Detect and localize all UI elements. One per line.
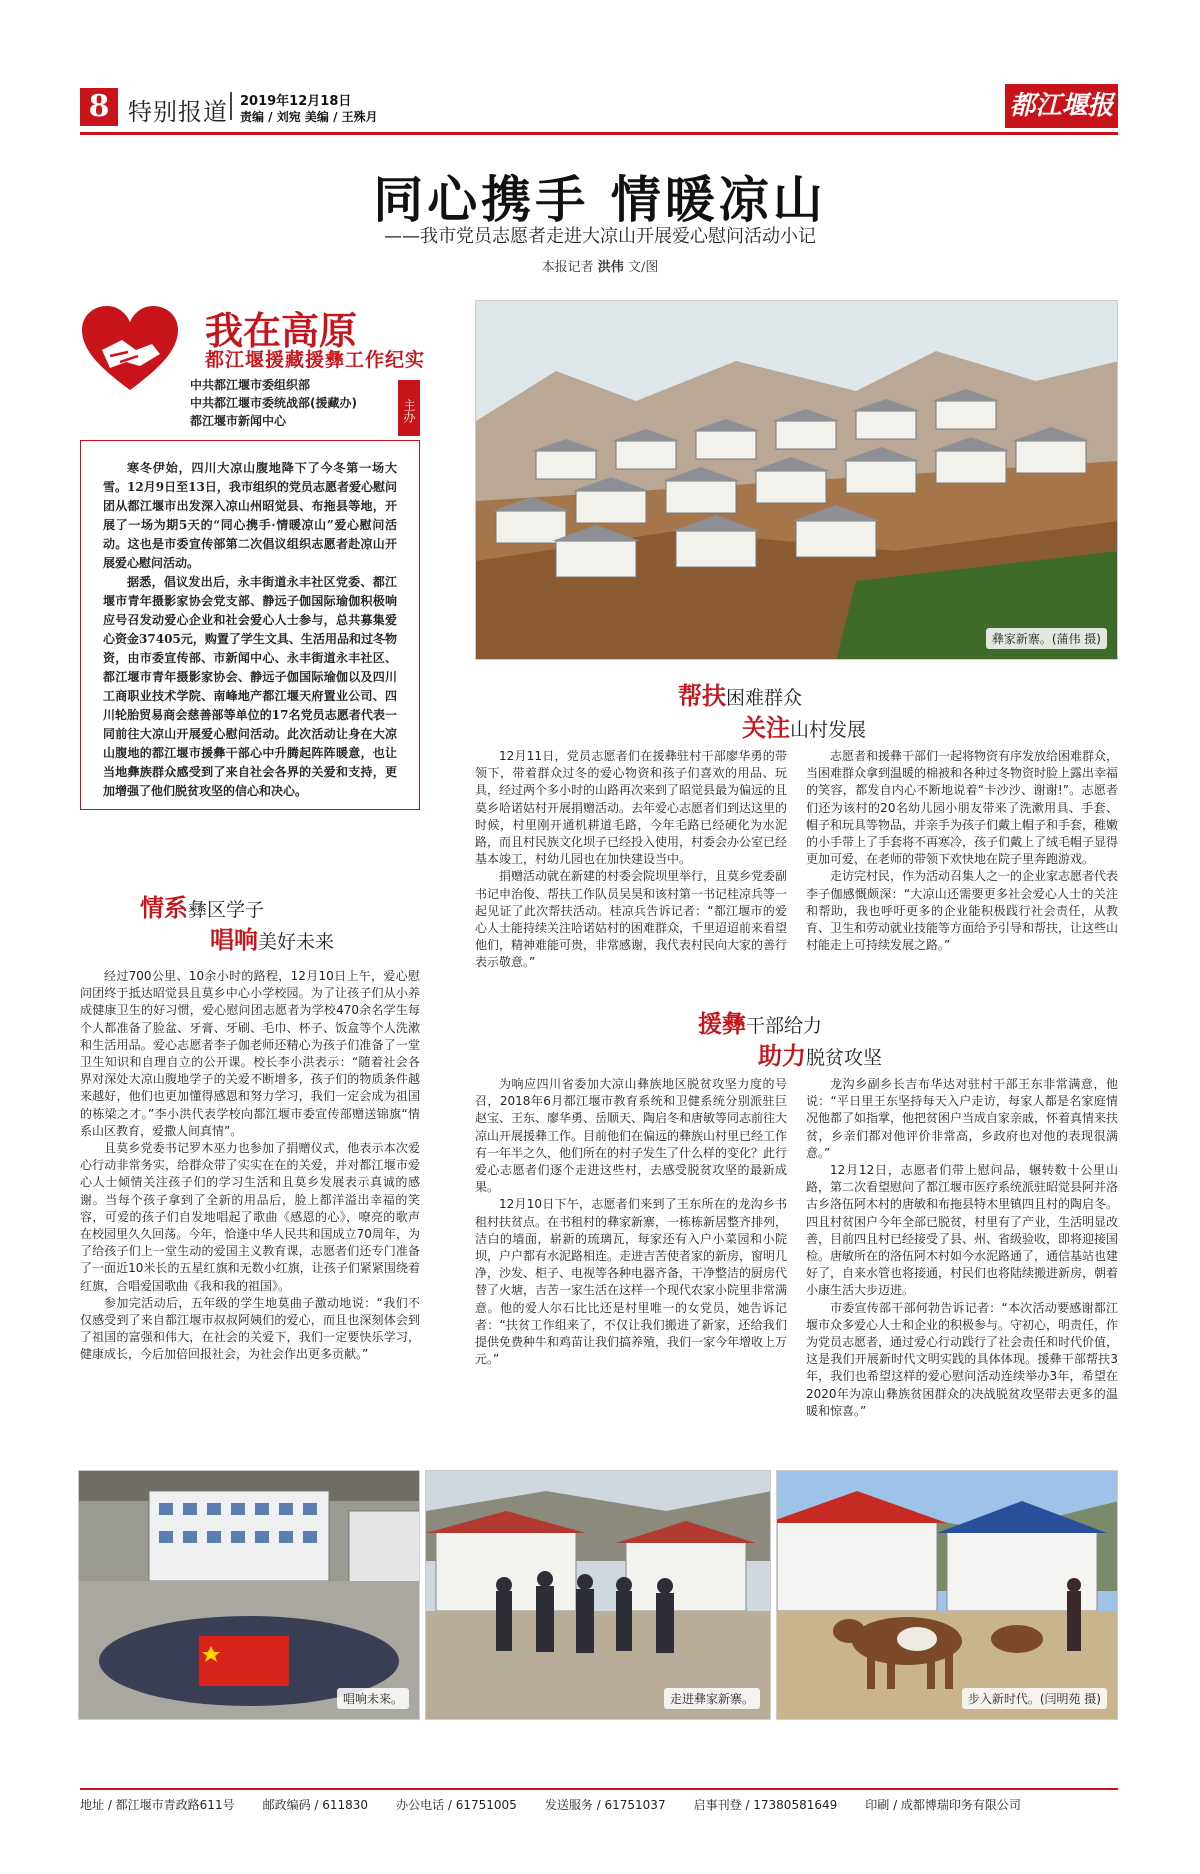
- masthead-logo: 都江堰报: [1005, 84, 1118, 128]
- photo-caption: 唱响未来。: [337, 1688, 409, 1709]
- article-subtitle: ——我市党员志愿者走进大凉山开展爱心慰问活动小记: [384, 226, 816, 247]
- section2-rest-2: 山村发展: [790, 719, 867, 741]
- section1-heading-line1: [140, 888, 264, 923]
- section2-body-col1: [475, 748, 787, 972]
- section1-highlight-1: 情系: [140, 894, 188, 922]
- section1-rest-1: 彝区学子: [188, 899, 265, 921]
- section3-paragraph: 12月10日下午，志愿者们来到了王东所在的龙沟乡书租村扶贫点。在书租村的彝家新寨，一栋栋新居整齐排列，洁白的墙面，崭新的琉璃瓦，每家还有入户小菜园和小院坝，户户都有水泥路相连。走进吉苦使者家的新房，窗明几净，沙发、柜子、电视等各种电器齐备，干净整洁的厨房代替了火塘，吉苦一家生活在这样一个现代农家小院里非常满意。他的爱人尔石比比还是村里唯一的女党员，她告诉记者：“扶贫工作组来了，不仅让我们搬进了新家，还给我们提供免费种牛和鸡苗让我们搞养殖，我们一家今年增收上万元。”: [475, 1197, 788, 1367]
- section3-heading-line2: [758, 1036, 882, 1071]
- host-line: 中共都江堰市委组织部: [190, 378, 311, 392]
- footer-address: 地址 / 都江堰市青政路611号: [80, 1798, 235, 1812]
- footer: [80, 1796, 1118, 1813]
- photo-caption: 走进彝家新寨。: [664, 1688, 760, 1709]
- intro-paragraph: 寒冬伊始，四川大凉山腹地降下了今冬第一场大雪。12月9日至13日，我市组织的党员志愿者爱心慰问团从都江堰市出发深入凉山州昭觉县、布拖县等地，开展了一场为期5天的“同心携手·情暖凉山”爱心慰问活动。这也是市委宣传部第二次倡议组织志愿者赴凉山开展爱心慰问活动。: [103, 461, 397, 570]
- village-illustration: [476, 301, 1118, 660]
- series-title: 我在高原: [205, 308, 358, 353]
- issue-date: 2019年12月18日: [240, 94, 352, 109]
- byline-author: 洪伟: [597, 260, 624, 275]
- footer-distribution: 发送服务 / 61751037: [544, 1798, 666, 1812]
- host-label: 主办: [398, 380, 420, 436]
- article-title: 同心携手 情暖凉山: [373, 171, 827, 229]
- byline-suffix: 文/图: [627, 260, 659, 275]
- section1-rest-2: 美好未来: [258, 931, 335, 953]
- section3-paragraph: 12月12日，志愿者们带上慰问品，辗转数十公里山路，第二次看望慰问了都江堰市医疗系统派驻昭觉县阿并洛古乡洛伍阿木村的唐敏和布拖县特木里镇四且村的陶启冬。四且村贫困户今年全部已脱贫，村里有了产业，生活明显改善，目前四且村已经接受了县、州、省级验收，即将迎接国检。唐敏所在的洛伍阿木村如今水泥路通了，通信基站也建好了，自来水管也将接通，村民们也将陆续搬进新房，朝着小康生活大步迈进。: [806, 1163, 1119, 1298]
- section1-paragraph: 参加完活动后，五年级的学生地莫曲子激动地说：“我们不仅感受到了来自都江堰市叔叔阿姨们的爱心，而且也深刻体会到了祖国的富强和伟大，在社会的关爱下，我们一定要快乐学习，健康成长，今后加倍回报社会，为社会作出更多贡献。”: [80, 1295, 420, 1362]
- section1-highlight-2: 唱响: [210, 926, 258, 954]
- header-rule: [80, 132, 1118, 135]
- byline: [0, 256, 1200, 275]
- host-organizations: [190, 376, 420, 432]
- intro-paragraph: 据悉，倡议发出后，永丰街道永丰社区党委、都江堰市青年摄影家协会党支部、静远子伽国际瑜伽积极响应号召发动爱心企业和社会爱心人士参与，总共募集爱心资金37405元，购置了学生文具、生活用品和过冬物资，由市委宣传部、市新闻中心、永丰街道永丰社区、都江堰市青年摄影家协会、静远子伽国际瑜伽以及四川工商职业技术学院、南峰地产都江堰天府置业公司、四川轮胎贸易商会慈善部等单位的17名党员志愿者代表一同前往大凉山开展爱心慰问活动。此次活动让身在大凉山腹地的都江堰市援彝干部心中升腾起阵阵暖意，也让当地彝族群众感受到了来自社会各界的关爱和支持，更加增强了他们脱贫攻坚的信心和决心。: [103, 575, 397, 798]
- section2-paragraph: 志愿者和援彝干部们一起将物资有序发放给困难群众，当困难群众拿到温暖的棉被和各种过冬物资时脸上露出幸福的笑容，都发自内心不断地说着“卡沙沙、谢谢!”。志愿者们还为该村的20名幼儿园小朋友带来了洗漱用具、手套、帽子和玩具等物品，并亲手为孩子们戴上帽子和手套，稚嫩的小手带上了手套将不再寒冷，孩子们戴上了绒毛帽子显得更加可爱，在老师的带领下欢快地在院子里奔跑游戏。: [806, 749, 1119, 867]
- section3-body-col1: [475, 1076, 787, 1368]
- section1-body: [80, 968, 420, 1364]
- section2-rest-1: 困难群众: [726, 687, 803, 709]
- bottom-photo-cattle: [776, 1470, 1118, 1720]
- section2-body-col2: [806, 748, 1118, 954]
- photo-caption: 步入新时代。(闫明苑 摄): [962, 1688, 1107, 1709]
- section3-paragraph: 市委宣传部干部何勃告诉记者：“本次活动要感谢都江堰市众多爱心人士和企业的积极参与。守初心，明责任，作为党员志愿者，通过爱心行动践行了社会责任和时代价值，这是我们开展新时代文明实践的具体体现。援彝干部帮扶3年，我们也希望这样的爱心慰问活动连续举办3年，希望在2020年为凉山彝族贫困群众的决战脱贫攻坚带去更多的温暖和惊喜。”: [806, 1300, 1119, 1418]
- section2-paragraph: 捐赠活动就在新建的村委会院坝里举行，且莫乡党委副书记申治俊、帮扶工作队员吴昊和该村第一书记桂凉兵等一起见证了此次帮扶活动。桂凉兵告诉记者：“都江堰市的爱心人士能持续关注哈诺姑村的困难群众，千里迢迢前来看望他们，精神难能可贵，非常感谢，我代表村民向大家的善行表示敬意。”: [475, 869, 788, 970]
- page-number: 8: [80, 88, 118, 126]
- section3-rest-1: 干部给力: [746, 1015, 823, 1037]
- visit-illustration: [426, 1471, 771, 1720]
- section1-paragraph: 经过700公里、10余小时的路程，12月10日上午，爱心慰问团终于抵达昭觉县且莫乡中心小学校园。为了让孩子们从小养成健康卫生的好习惯，爱心慰问团志愿者为学校470余名学生每个人都准备了脸盆、牙膏、牙刷、毛巾、杯子、饭盒等个人洗漱和生活用品。爱心志愿者李子伽老师还精心为孩子们准备了一堂卫生知识和自理自立的公开课。校长李小洪表示：“随着社会各界对深处大凉山腹地学子的关爱不断增多，孩子们的物质条件越来越好，他们也更加懂得感恩和努力学习，我们一定会成为祖国的栋梁之才。”李小洪代表学校向都江堰市委宣传部赠送锦旗“情系山区教育，爱撒人间真情”。: [80, 969, 420, 1138]
- school-illustration: [79, 1471, 420, 1720]
- section2-heading-line1: [678, 676, 802, 711]
- footer-printer: 印刷 / 成都博瑞印务有限公司: [865, 1798, 1021, 1812]
- footer-office-phone: 办公电话 / 61751005: [396, 1798, 517, 1812]
- footer-ad-phone: 启事刊登 / 17380581649: [693, 1798, 838, 1812]
- footer-postcode: 邮政编码 / 611830: [262, 1798, 369, 1812]
- series-subtitle: 都江堰援藏援彝工作纪实: [205, 349, 426, 371]
- editors: 责编 / 刘宛 美编 / 王殊月: [240, 110, 378, 124]
- section2-highlight-2: 关注: [742, 714, 790, 742]
- section3-paragraph: 龙沟乡副乡长吉布华达对驻村干部王东非常满意，他说：“平日里王东坚持每天入户走访，每家人都是名家庭情况他都了如指掌，他把贫困户当成自家亲戚，怀着真情来扶贫，乡亲们都对他评价非常高，乡政府也对他的表现很满意。”: [806, 1077, 1119, 1160]
- intro-box: [80, 440, 420, 810]
- top-photo-village: [475, 300, 1118, 660]
- bottom-photo-school: [78, 1470, 420, 1720]
- section2-paragraph: 12月11日，党员志愿者们在援彝驻村干部廖华勇的带领下，带着群众过冬的爱心物资和孩子们喜欢的用品、玩具，经过两个多小时的山路再次来到了昭觉县最为偏远的且莫乡哈诺姑村开展捐赠活动。去年爱心志愿者们到达这里的时候，村里刚开通机耕道毛路，今年毛路已经硬化为水泥路，而且村民族文化坝子已经投入使用，村委会办公室已经基本竣工，村幼儿园也在加快建设当中。: [475, 749, 788, 867]
- section3-paragraph: 为响应四川省委加大凉山彝族地区脱贫攻坚力度的号召，2018年6月都江堰市教育系统和卫健系统分别派驻巨赵宝、王东、廖华勇、岳顺天、陶启冬和唐敏等同志前往大凉山开展援彝工作。目前他们在偏远的彝族山村里已经工作有一年半之久，他们所在的村子发生了什么样的变化？此行爱心志愿者们逐个走进这些村，去感受脱贫攻坚的最新成果。: [475, 1077, 788, 1195]
- section2-highlight-1: 帮扶: [678, 682, 726, 710]
- footer-rule: [80, 1788, 1118, 1790]
- section1-heading-line2: [210, 920, 334, 955]
- host-line: 中共都江堰市委统战部(援藏办): [190, 396, 357, 410]
- section3-heading-line1: [698, 1004, 822, 1039]
- section2-heading-line2: [742, 708, 866, 743]
- section1-paragraph: 且莫乡党委书记罗木巫力也参加了捐赠仪式，他表示本次爱心行动非常务实，给群众带了实实在在的关爱，并对都江堰市爱心人士倾情关注孩子们的学习生活和且莫乡发展表示真诚的感谢。当每个孩子拿到了全新的用品后，脸上都洋溢出幸福的笑容，可爱的孩子们自发地唱起了歌曲《感恩的心》，嘹亮的歌声在校园里久久回荡。今年，恰逢中华人民共和国成立70周年，为了给孩子们上一堂生动的爱国主义教育课，志愿者们还专门准备了一面近10米长的五星红旗和无数小红旗，让孩子们紧紧围绕着红旗，合唱爱国歌曲《我和我的祖国》。: [80, 1141, 420, 1293]
- section3-rest-2: 脱贫攻坚: [806, 1047, 883, 1069]
- header-separator: [230, 92, 232, 120]
- bottom-photo-visit: [425, 1470, 771, 1720]
- byline-prefix: 本报记者: [541, 260, 594, 275]
- section2-paragraph: 走访完村民，作为活动召集人之一的企业家志愿者代表李子伽感慨颇深：“大凉山还需要更多社会爱心人士的关注和帮助，我也呼吁更多的企业能积极践行社会责任，从教育、卫生和劳动就业技能等方面给予引导和帮扶，让这些山村能走上可持续发展之路。”: [806, 869, 1119, 953]
- section3-highlight-2: 助力: [758, 1042, 806, 1070]
- section-name: 特别报道: [128, 98, 228, 126]
- cattle-illustration: [777, 1471, 1118, 1720]
- heart-hands-icon: [80, 304, 180, 394]
- section3-highlight-1: 援彝: [698, 1010, 746, 1038]
- section3-body-col2: [806, 1076, 1118, 1420]
- host-line: 都江堰市新闻中心: [190, 414, 287, 428]
- photo-caption: 彝家新寨。(蒲伟 摄): [986, 628, 1107, 649]
